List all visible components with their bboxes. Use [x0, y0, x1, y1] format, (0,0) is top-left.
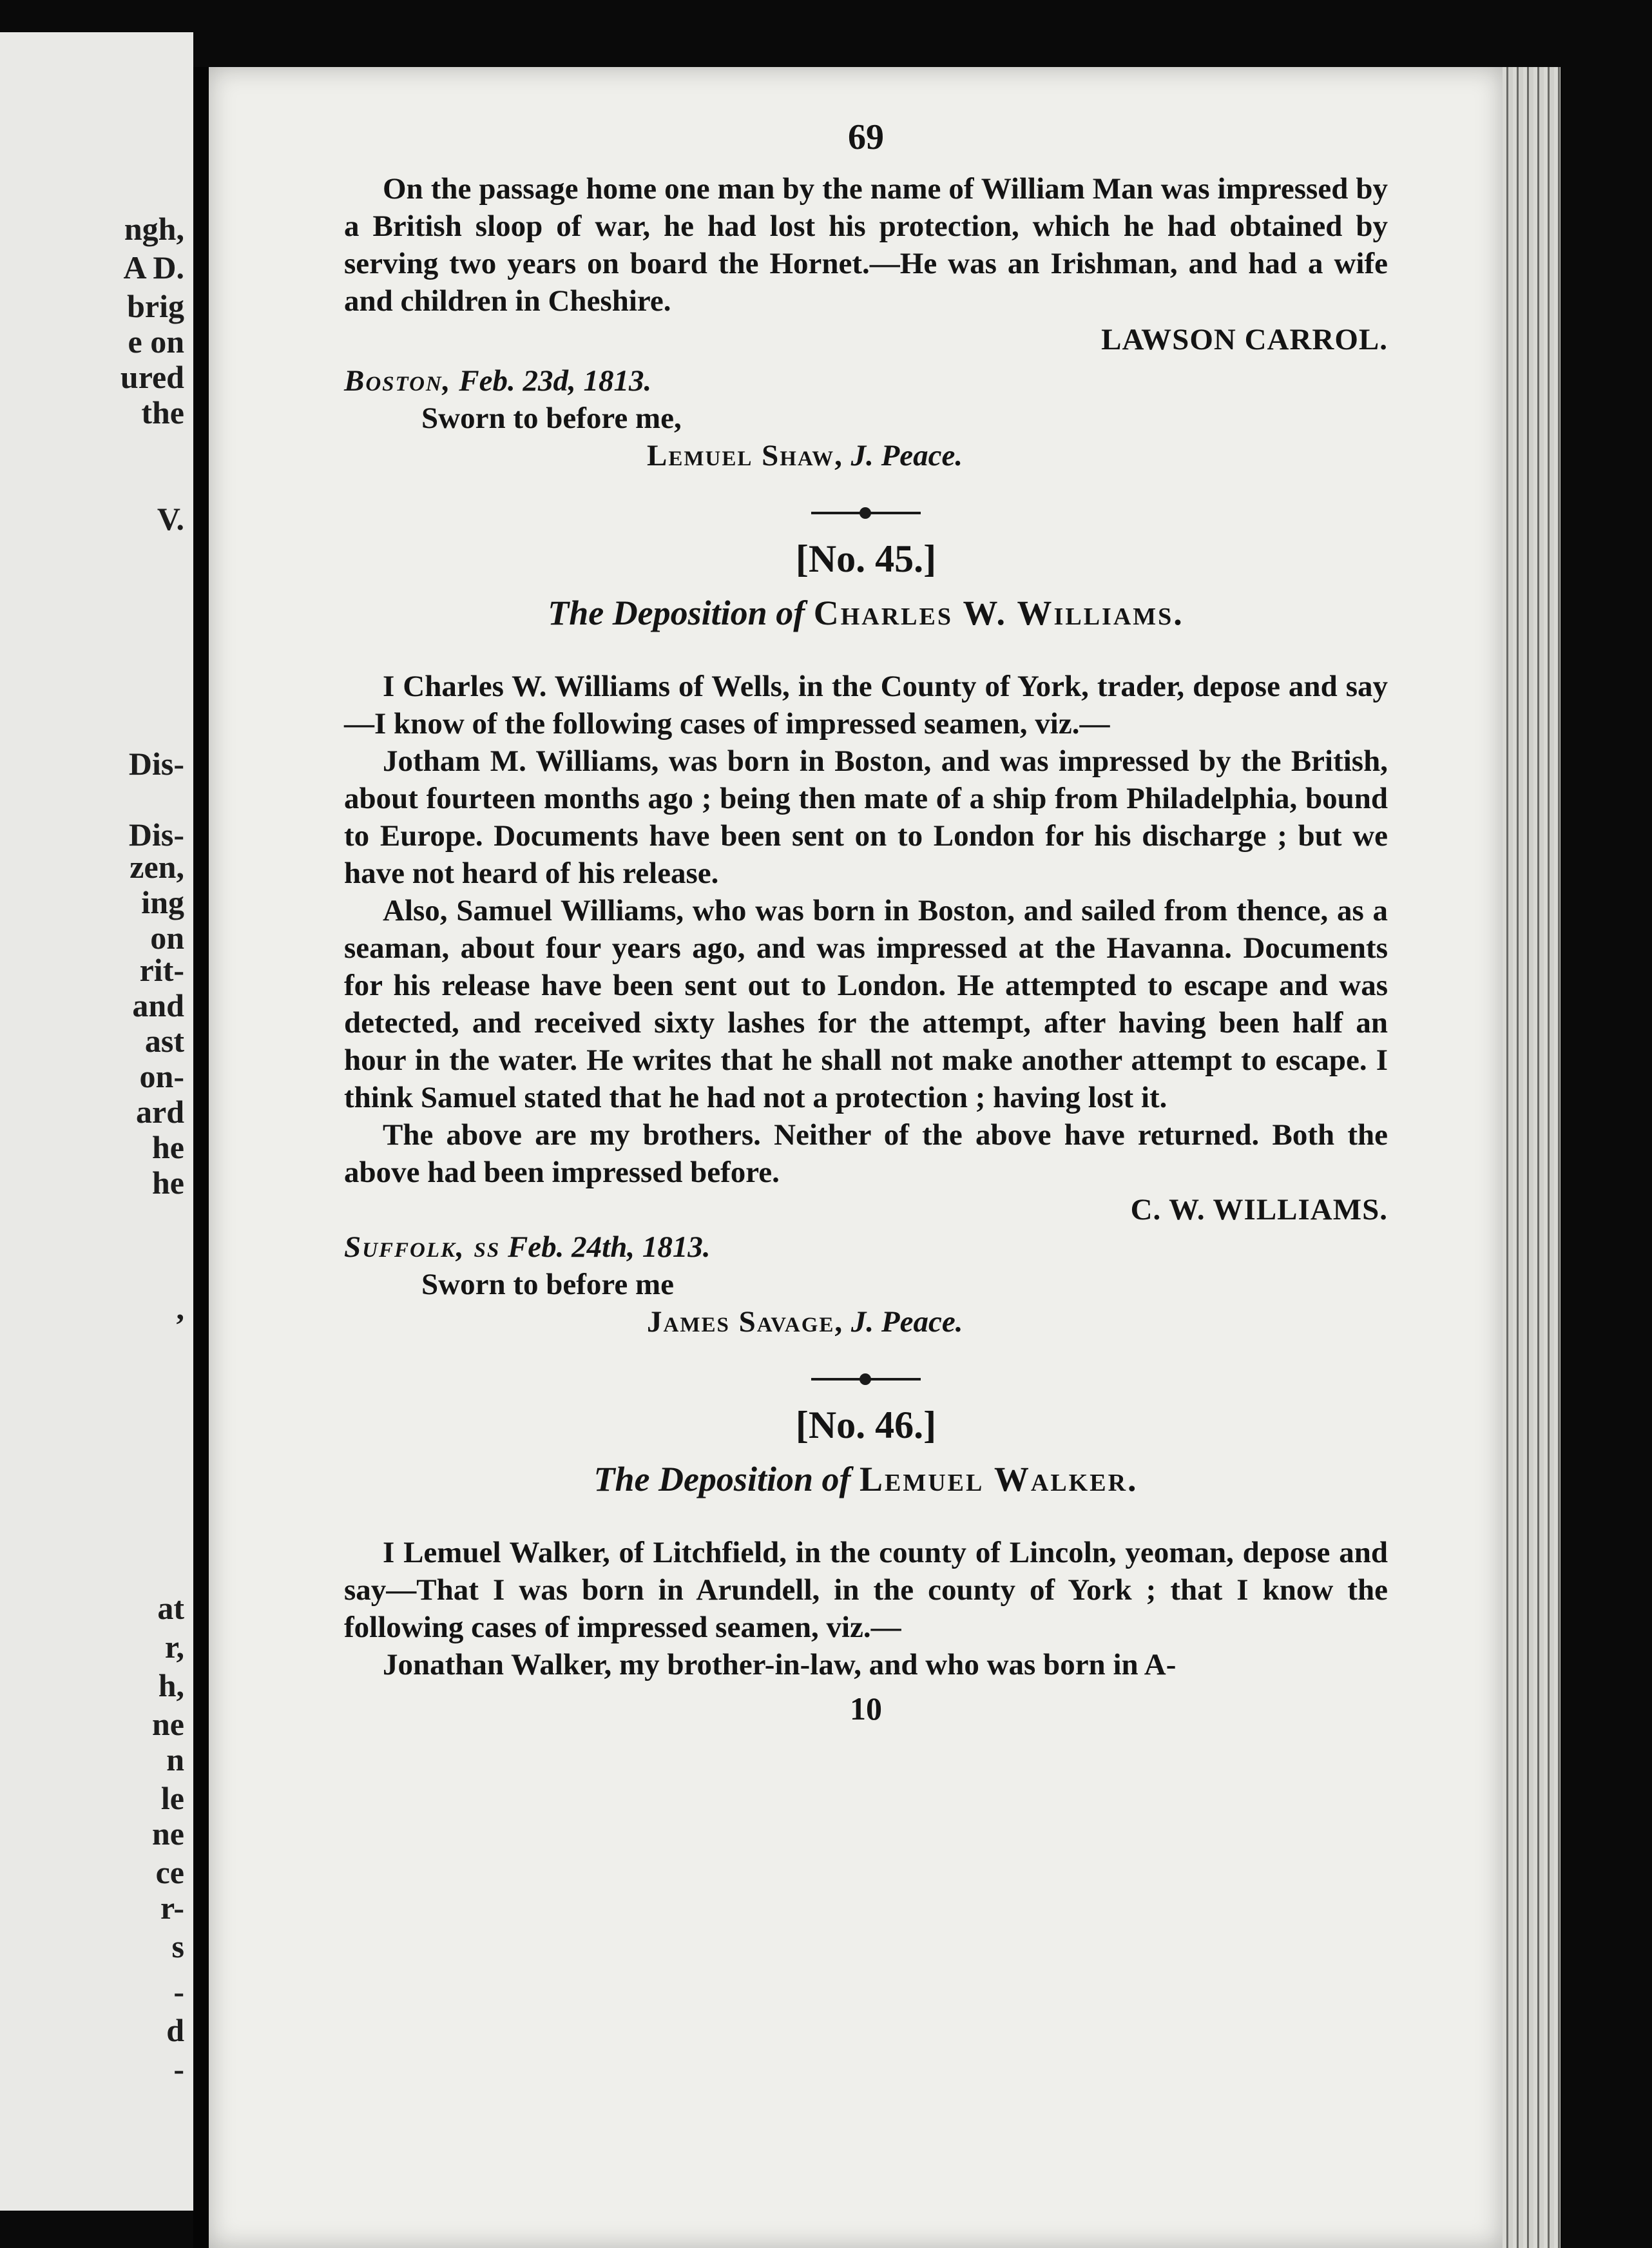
margin-fragment: at	[157, 1590, 184, 1626]
margin-fragment: he	[152, 1129, 184, 1165]
margin-fragment: -	[173, 2051, 184, 2087]
margin-fragment: ne	[152, 1816, 184, 1852]
margin-fragment: V.	[157, 501, 184, 537]
jurat-sworn-line: Sworn to before me	[421, 1268, 675, 1301]
margin-fragment: ngh,	[124, 211, 184, 247]
margin-fragment: Dis-	[128, 817, 184, 853]
justice-name: James Savage,	[647, 1305, 844, 1339]
margin-fragment: A D.	[123, 249, 184, 286]
deposition-number: [No. 45.]	[795, 538, 937, 580]
jurat-date: Feb. 24th, 1813.	[507, 1230, 711, 1264]
page-number: 69	[848, 117, 884, 157]
section-divider	[811, 512, 921, 514]
deposition-paragraph: I Lemuel Walker, of Litchfield, in the county of Lincoln, yeoman, depose and say—That I was born in Arundell, in the county of York ; that I know the following cases of impressed seamen, viz.—	[344, 1536, 1388, 1644]
margin-fragment: e on	[128, 324, 184, 360]
margin-fragment: zen,	[130, 849, 184, 885]
document-page	[209, 67, 1503, 2248]
margin-fragment: ast	[144, 1023, 184, 1059]
deposition-paragraph: The above are my brothers. Neither of the above have returned. Both the above had been impressed before.	[344, 1118, 1388, 1189]
deposition-paragraph: Also, Samuel Williams, who was born in Boston, and sailed from thence, as a seaman, about four years ago, and was impressed at the Havanna. Documents for his release have been sent out to London. He attempted to escape and was detected, and received sixty lashes for the attempt, after having been half an hour in the water. He writes that he shall not make another attempt to escape. I think Samuel stated that he had not a protection ; having lost it.	[344, 894, 1388, 1114]
jurat-date: Feb. 23d, 1813.	[459, 364, 652, 398]
margin-fragment: ce	[155, 1854, 184, 1890]
heading-lead: The Deposition of	[593, 1460, 851, 1498]
deposition-heading	[344, 594, 1388, 632]
opening-paragraph: On the passage home one man by the name of William Man was impressed by a British sloop of war, he had lost his protection, which he had obtained by serving two years on board the Hornet.—He was an Irishman, and had a wife and children in Cheshire.	[344, 172, 1388, 318]
heading-name: Lemuel Walker.	[859, 1460, 1138, 1498]
page-content	[344, 119, 1388, 1727]
margin-fragment: on	[150, 920, 184, 956]
margin-fragment: Dis-	[128, 746, 184, 782]
signature-lawson-carrol: LAWSON CARROL.	[1101, 323, 1388, 356]
book-gutter	[193, 0, 209, 2248]
margin-fragment: h,	[158, 1667, 184, 1703]
margin-fragment: n	[166, 1741, 184, 1778]
margin-fragment: ard	[136, 1094, 184, 1130]
scan-border-right	[1561, 0, 1652, 2248]
margin-fragment: and	[132, 987, 184, 1023]
jurat-place-date	[344, 362, 1388, 400]
margin-fragment: r,	[164, 1629, 184, 1665]
deposition-paragraph: I Charles W. Williams of Wells, in the County of York, trader, depose and say—I know of the following cases of impressed seamen, viz.—	[344, 670, 1388, 741]
deposition-number: [No. 46.]	[795, 1404, 937, 1446]
jurat-place: Boston,	[344, 364, 452, 398]
deposition-paragraph: Jotham M. Williams, was born in Boston, and was impressed by the British, about fourteen months ago ; being then mate of a ship from Philadelphia, bound to Europe. Documents have been sent on to London for his discharge ; but we have not heard of his release.	[344, 744, 1388, 890]
jurat-place: Suffolk, ss	[344, 1230, 501, 1264]
margin-fragment: s	[171, 1928, 184, 1964]
page-stack-edge	[1503, 67, 1561, 2248]
margin-fragment: le	[160, 1780, 184, 1816]
margin-fragment: ing	[141, 884, 184, 920]
margin-fragment: ,	[176, 1290, 184, 1326]
justice-of-peace	[647, 437, 1388, 474]
jurat-place-date	[344, 1228, 1388, 1266]
left-page-fragment	[0, 32, 197, 2211]
signature-cw-williams: C. W. WILLIAMS.	[1130, 1193, 1388, 1226]
section-divider	[811, 1378, 921, 1381]
margin-fragment: ured	[120, 359, 184, 395]
justice-title: J. Peace.	[850, 439, 963, 472]
margin-fragment: he	[152, 1165, 184, 1201]
deposition-paragraph: Jonathan Walker, my brother-in-law, and who was born in A-	[383, 1648, 1177, 1681]
margin-fragment: brig	[127, 288, 184, 324]
heading-name: Charles W. Williams.	[813, 594, 1184, 632]
margin-fragment: rit-	[139, 952, 184, 988]
margin-fragment: ne	[152, 1706, 184, 1742]
heading-lead: The Deposition of	[548, 594, 805, 632]
jurat-sworn-line: Sworn to before me,	[421, 402, 682, 435]
margin-fragment: -	[173, 1973, 184, 2010]
margin-fragment: on-	[139, 1058, 184, 1094]
scan-border-top	[193, 0, 1652, 67]
justice-name: Lemuel Shaw,	[647, 439, 843, 472]
margin-fragment: r-	[160, 1890, 184, 1926]
margin-fragment: the	[141, 394, 184, 431]
justice-title: J. Peace.	[850, 1305, 963, 1339]
deposition-heading	[344, 1460, 1388, 1498]
signature-mark: 10	[850, 1691, 882, 1727]
margin-fragment: d	[166, 2012, 184, 2048]
justice-of-peace	[647, 1303, 1388, 1341]
